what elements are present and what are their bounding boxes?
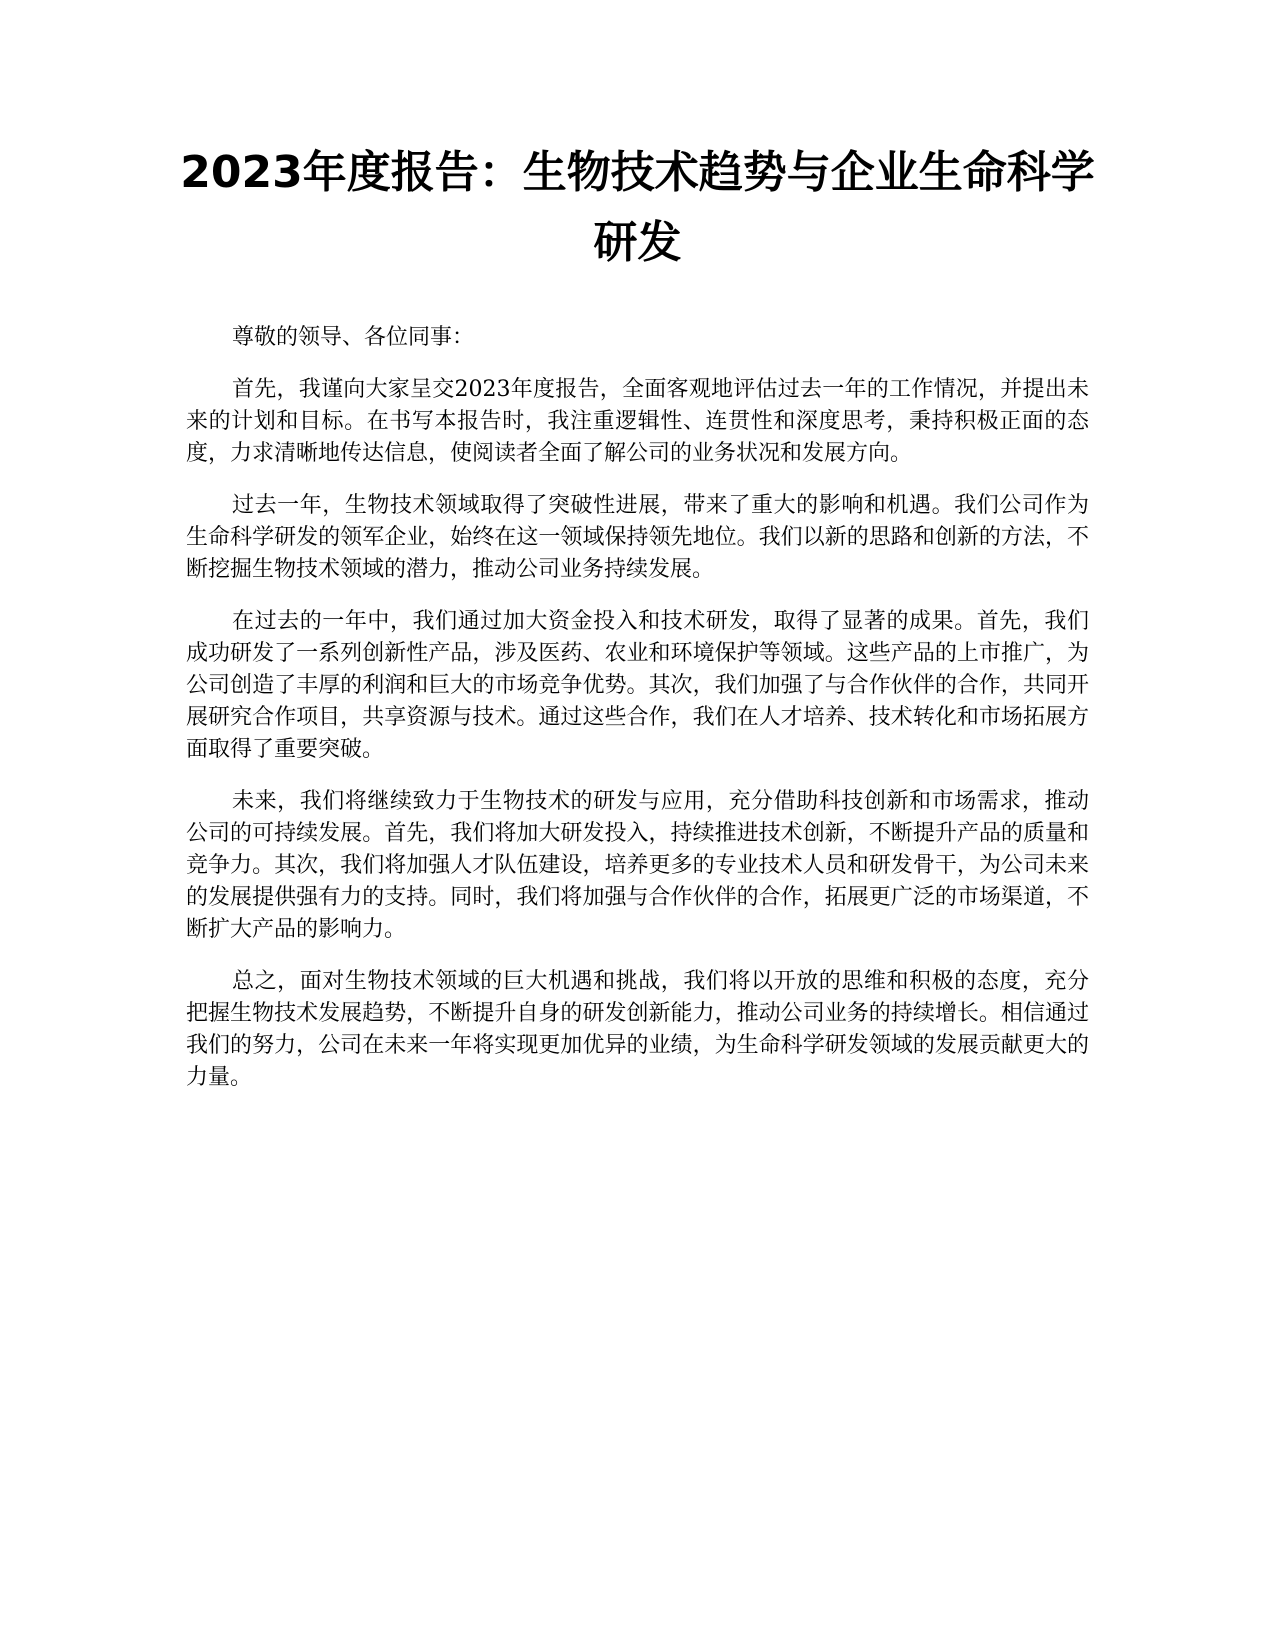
document-body <box>186 322 1089 1114</box>
paragraph-future-plans: 未来，我们将继续致力于生物技术的研发与应用，充分借助科技创新和市场需求，推动公司的可持续发展。首先，我们将加大研发投入，持续推进技术创新，不断提升产品的质量和竞争力。其次，我们将加强人才队伍建设，培养更多的专业技术人员和研发骨干，为公司未来的发展提供强有力的支持。同时，我们将加强与合作伙伴的合作，拓展更广泛的市场渠道，不断扩大产品的影响力。 <box>186 789 1089 942</box>
paragraph-past-year: 过去一年，生物技术领域取得了突破性进展，带来了重大的影响和机遇。我们公司作为生命科学研发的领军企业，始终在这一领域保持领先地位。我们以新的思路和创新的方法，不断挖掘生物技术领域的潜力，推动公司业务持续发展。 <box>186 493 1089 582</box>
salutation: 尊敬的领导、各位同事： <box>232 325 475 350</box>
paragraph-achievements: 在过去的一年中，我们通过加大资金投入和技术研发，取得了显著的成果。首先，我们成功研发了一系列创新性产品，涉及医药、农业和环境保护等领域。这些产品的上市推广，为公司创造了丰厚的利润和巨大的市场竞争优势。其次，我们加强了与合作伙伴的合作，共同开展研究合作项目，共享资源与技术。通过这些合作，我们在人才培养、技术转化和市场拓展方面取得了重要突破。 <box>186 609 1089 762</box>
paragraph-conclusion: 总之，面对生物技术领域的巨大机遇和挑战，我们将以开放的思维和积极的态度，充分把握生物技术发展趋势，不断提升自身的研发创新能力，推动公司业务的持续增长。相信通过我们的努力，公司在未来一年将实现更加优异的业绩，为生命科学研发领域的发展贡献更大的力量。 <box>186 969 1089 1090</box>
paragraph-intro: 首先，我谨向大家呈交2023年度报告，全面客观地评估过去一年的工作情况，并提出未来的计划和目标。在书写本报告时，我注重逻辑性、连贯性和深度思考，秉持积极正面的态度，力求清晰地传达信息，使阅读者全面了解公司的业务状况和发展方向。 <box>186 377 1089 466</box>
document-title: 2023年度报告：生物技术趋势与企业生命科学研发 <box>180 147 1095 268</box>
